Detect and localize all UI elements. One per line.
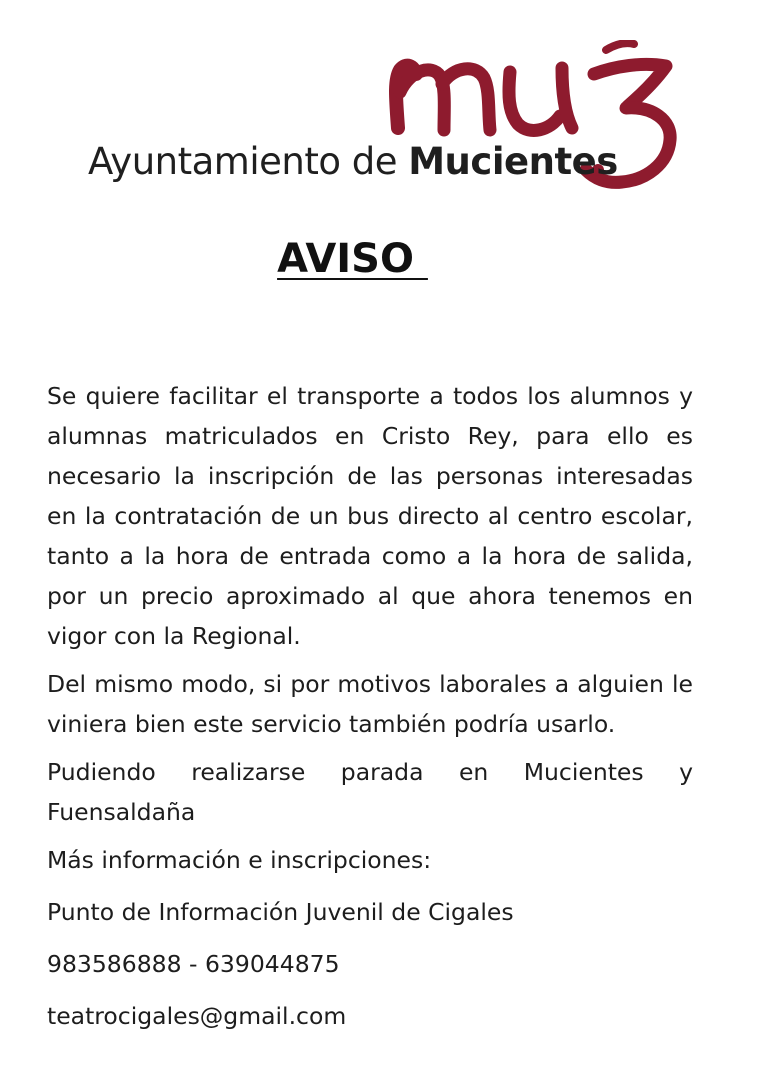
paragraph-workers: Del mismo modo, si por motivos laborales a alguien le viniera bien este servicio también podría usarlo. — [47, 670, 693, 738]
paragraph-stops: Pudiendo realizarse parada en Mucientes y Fuensaldaña — [47, 758, 693, 826]
paragraph-transport: Se quiere facilitar el transporte a todos los alumnos y alumnas matriculados en Cristo Rey, para ello es necesario la inscripción de las personas interesadas en la contratación de un bus directo al centro escolar, tanto a la hora de entrada como a la hora de salida, por un precio aproximado al que ahora tenemos en vigor con la Regional. — [47, 382, 693, 650]
organization-town: Mucientes — [408, 140, 618, 183]
info-email: teatrocigales@gmail.com — [47, 1002, 347, 1030]
info-phones: 983586888 - 639044875 — [47, 950, 340, 978]
notice-body — [47, 376, 693, 1044]
notice-title: AVISO — [277, 236, 428, 282]
organization-name — [88, 140, 618, 183]
organization-prefix: Ayuntamiento de — [88, 140, 409, 183]
header — [0, 0, 757, 210]
info-office: Punto de Información Juvenil de Cigales — [47, 898, 514, 926]
info-intro: Más información e inscripciones: — [47, 846, 432, 874]
